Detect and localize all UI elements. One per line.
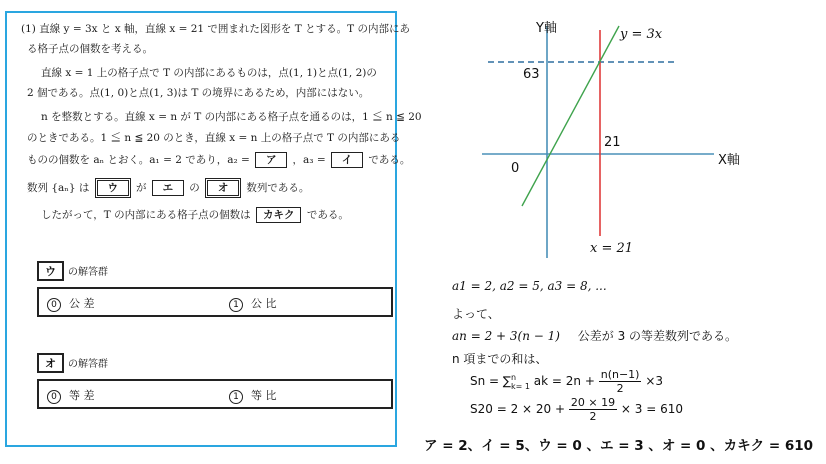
- group-o-label-text: の解答群: [68, 359, 108, 370]
- sequence-values: a1 = 2, a2 = 5, a3 = 8, ...: [452, 279, 607, 293]
- line9-text: したがって，T の内部にある格子点の個数は: [41, 209, 251, 221]
- option-number: 0: [47, 390, 61, 404]
- problem-line-7: [27, 152, 419, 168]
- option-o-1[interactable]: [229, 387, 277, 404]
- group-u-label-text: の解答群: [68, 267, 108, 278]
- problem-line-4: 2 個である。点(1, 0)と点(1, 3)は T の境界にあるため，内部にはない。: [27, 87, 370, 99]
- option-text: 公 比: [251, 297, 277, 310]
- option-text: 等 差: [69, 389, 95, 402]
- answer-group-u: [37, 287, 393, 317]
- problem-line-9: [41, 207, 433, 223]
- s20-formula: [470, 396, 683, 423]
- problem-line-8: [27, 178, 419, 198]
- x-axis-label: X軸: [718, 153, 740, 168]
- blank-o: オ: [205, 178, 241, 198]
- sn-num: n(n−1): [600, 368, 640, 381]
- general-term: an = 2 + 3(n − 1): [452, 329, 560, 343]
- blank-kakiku: カキク: [256, 207, 302, 223]
- general-term-note: 公差が 3 の等差数列である。: [577, 329, 738, 343]
- line7-text-b: ，a₃ =: [292, 154, 326, 166]
- problem-line-5: n を整数とする。直線 x = n が T の内部にある格子点を通るのは，1 ≦ n ≦ 20: [41, 111, 422, 123]
- line7-text-c: である。: [368, 154, 411, 166]
- option-text: 公 差: [69, 297, 95, 310]
- problem-line-3: 直線 x = 1 上の格子点で T の内部にあるものは，点(1, 1)と点(1, 2)の: [41, 67, 377, 79]
- tick-63: 63: [523, 67, 540, 82]
- label-box-u: ウ: [37, 261, 64, 281]
- blank-i: イ: [331, 152, 363, 168]
- line8-text: 数列 {aₙ} は: [27, 182, 90, 194]
- answer-group-o: [37, 379, 393, 409]
- line8-ga: が: [136, 182, 147, 194]
- blank-a: ア: [255, 152, 287, 168]
- option-u-0[interactable]: [47, 295, 95, 312]
- s20-num: 20 × 19: [570, 396, 616, 409]
- option-number: 1: [229, 390, 243, 404]
- answer-group-u-label: [37, 261, 108, 281]
- sn-den: 2: [616, 382, 624, 395]
- blank-u: ウ: [95, 178, 131, 198]
- problem-line-6: のときである。1 ≦ n ≦ 20 のとき，直線 x = n 上の格子点で T の内部にある: [27, 132, 401, 144]
- option-number: 0: [47, 298, 61, 312]
- label-box-o: オ: [37, 353, 64, 373]
- option-o-0[interactable]: [47, 387, 95, 404]
- sn-lhs: Sn = ∑: [470, 374, 511, 388]
- final-answers: ア = 2、イ = 5、ウ = 0 、エ = 3 、オ = 0 、カキク = 610: [424, 438, 814, 454]
- option-number: 1: [229, 298, 243, 312]
- sn-top: n: [511, 372, 517, 382]
- sum-intro: n 項までの和は、: [452, 352, 548, 366]
- line9-tail: である。: [306, 209, 349, 221]
- line8-no: の: [189, 182, 200, 194]
- yotte-text: よって、: [452, 307, 500, 321]
- general-term-line: [452, 327, 737, 344]
- option-text: 等 比: [251, 389, 277, 402]
- sn-formula: [470, 368, 663, 395]
- problem-panel: [5, 11, 422, 447]
- line-label: y = 3x: [620, 27, 663, 42]
- option-u-1[interactable]: [229, 295, 277, 312]
- origin-label: 0: [511, 161, 520, 176]
- problem-line-2: る格子点の個数を考える。: [27, 43, 153, 55]
- blank-e: エ: [152, 180, 184, 196]
- sn-bottom: k= 1: [511, 381, 530, 391]
- s20-lhs: S20 = 2 × 20 +: [470, 402, 566, 416]
- sn-tail: ×3: [645, 374, 664, 388]
- coordinate-diagram: [474, 10, 774, 260]
- sn-fraction: [599, 368, 642, 395]
- problem-line-1: (1) 直線 y = 3x と x 軸，直線 x = 21 で囲まれた図形を T とする。T の内部にあ: [21, 23, 410, 35]
- sn-mid: ak = 2n +: [533, 374, 595, 388]
- answer-group-o-label: [37, 353, 108, 373]
- s20-tail: × 3 = 610: [620, 402, 683, 416]
- vline-label: x = 21: [590, 241, 634, 256]
- tick-21: 21: [604, 135, 621, 150]
- line7-text: ものの個数を aₙ とおく。a₁ = 2 であり，a₂ =: [27, 154, 250, 166]
- line8-tail: 数列である。: [246, 182, 310, 194]
- y3x-line: [522, 26, 619, 206]
- y-axis-label: Y軸: [536, 21, 557, 36]
- s20-fraction: [569, 396, 617, 423]
- s20-den: 2: [589, 410, 597, 423]
